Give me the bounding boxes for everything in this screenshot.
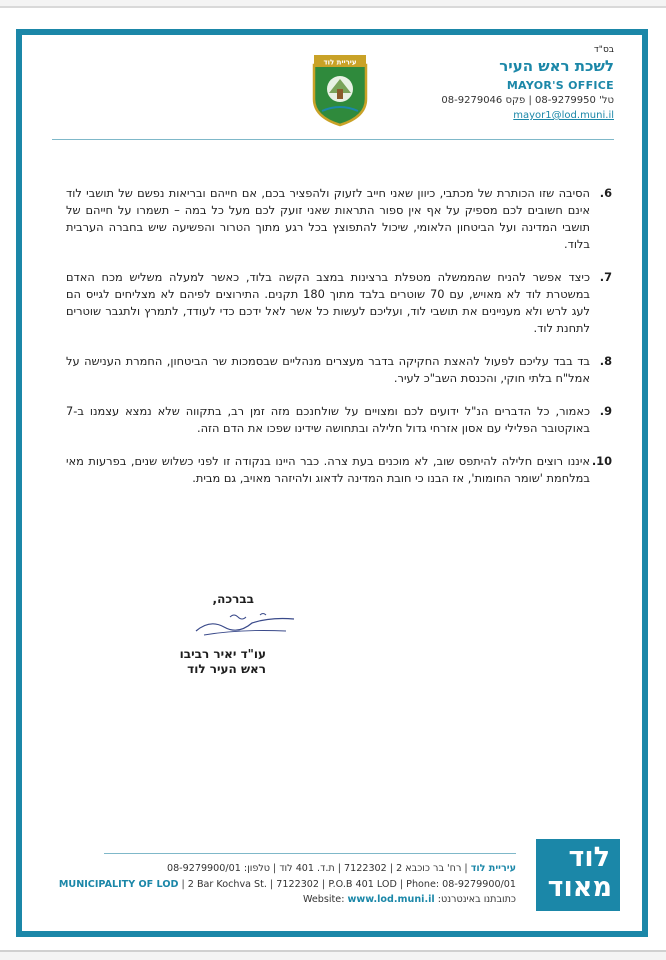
signatory-name: עו"ד יאיר רביבו	[179, 647, 266, 661]
paragraph-text: הסיבה שזו הכותרת של מכתבי, כיוון שאני חייב לזעוק ולהפציר בכם, אם חייהם ובריאות נפשם של תושבי לוד אינם חשובים לכם מספיק על אף אין ספור התראות שאני זועק לכם מעל כל במה – תשמרו על חייהם של תושבי המדינה ועל הביטחון הלאומי, שיכול להתפוצץ בכל רגע מתוך הטרור והפשיעה שיש בחברה הערבית בלוד.	[66, 186, 590, 251]
city-emblem-icon	[310, 51, 370, 127]
footer-address-hebrew	[167, 863, 516, 874]
footer-city-hebrew: עיריית לוד	[470, 863, 516, 874]
handwritten-signature-icon	[190, 609, 302, 639]
paragraph-number: 8.	[599, 354, 612, 368]
office-title-hebrew: לשכת ראש העיר	[499, 57, 614, 75]
footer-divider	[104, 853, 516, 854]
footer-address-english-text: | 2 Bar Kochva St. | 7122302 | P.O.B 401 LOD | Phone: 08-9279900/01	[181, 879, 516, 890]
signatory-title: ראש העיר לוד	[187, 662, 266, 676]
letter-frame	[16, 29, 648, 937]
paragraph-number: 10.	[591, 454, 612, 468]
paragraph-7	[66, 269, 612, 337]
logo-line-2: מאוד	[547, 872, 612, 903]
office-email-link[interactable]: mayor1@lod.muni.il	[513, 110, 614, 121]
footer-city-english: MUNICIPALITY OF LOD	[58, 879, 179, 890]
closing-greeting: בברכה,	[212, 592, 254, 606]
footer-website	[303, 894, 516, 905]
photo-top-edge	[0, 0, 666, 8]
office-phone-fax: טל' 08-9279950 | פקס 08-9279046	[441, 95, 614, 106]
emblem-label: עיריית לוד	[323, 58, 357, 67]
paragraph-text: כיצד אפשר להניח שהממשלה מטפלת ברצינות במצב הקשה בלוד, כאשר למעלה משליש מכח האדם במשטרת לוד לא מאויש, עם 70 שוטרים בלבד מתוך 180 תקנים. התירוצים לפיהם לא מצליחים לגייס הם לעג לרש ולא מעניינים את תושבי לוד, ועליכם לעשות כל אשר לאל ידכם כדי לעודד, לתמרץ ולתגבר שוטרים לתחנת לוד.	[66, 270, 591, 335]
footer-address-hebrew-text: | רח' בר כוכבא 2 | 7122302 | ת.ד. 401 לוד | טלפון: 08-9279900/01	[166, 863, 468, 874]
paragraph-number: 7.	[599, 270, 612, 284]
photo-bottom-edge	[0, 950, 666, 960]
paragraph-text: בד בבד עליכם לפעול להאצת החקיקה בדבר מעצרים מנהליים שבסמכות שר הביטחון, החמרת הענישה על אמל"ח בלתי חוקי, והכנסת השב"כ לעיר.	[66, 354, 590, 385]
paragraph-text: כאמור, כל הדברים הנ"ל ידועים לכם ומצויים על שולחנכם מזה זמן רב, בתקווה שלא נמצא עצמנו ב-7 באוקטובר הפלילי עם אסון אזרחי גדול חלילה ובתחושה שידינו שפכו את הדם הזה.	[66, 404, 590, 435]
footer-web-label: כתובתנו באינטרנט:	[437, 894, 516, 905]
paragraph-8	[66, 353, 612, 387]
paragraph-9	[66, 403, 612, 437]
paragraph-6	[66, 185, 612, 253]
footer-website-link[interactable]: www.lod.muni.il	[347, 894, 435, 905]
lod-city-logo	[536, 839, 620, 911]
bsd-mark: בס"ד	[593, 45, 614, 55]
header-divider	[52, 139, 614, 140]
paragraph-10	[66, 453, 612, 487]
footer-web-prefix: Website:	[302, 894, 345, 905]
paragraph-number: 6.	[599, 186, 612, 200]
office-title-english: MAYOR'S OFFICE	[506, 79, 614, 92]
letter-body	[66, 185, 612, 503]
logo-line-1: לוד	[568, 842, 610, 873]
paragraph-text: איננו רוצים חלילה להיתפס שוב, לא מוכנים בעת צרה. כבר היינו בנקודה זו לפני כשלוש שנים, בפרעות מאי במלחמת 'שומר החומות', אז הבנו כי חובת המדינה לדאוג ולהיזהר מאויב, גם מבית.	[66, 454, 590, 485]
paragraph-number: 9.	[599, 404, 612, 418]
footer-address-english	[59, 879, 516, 890]
